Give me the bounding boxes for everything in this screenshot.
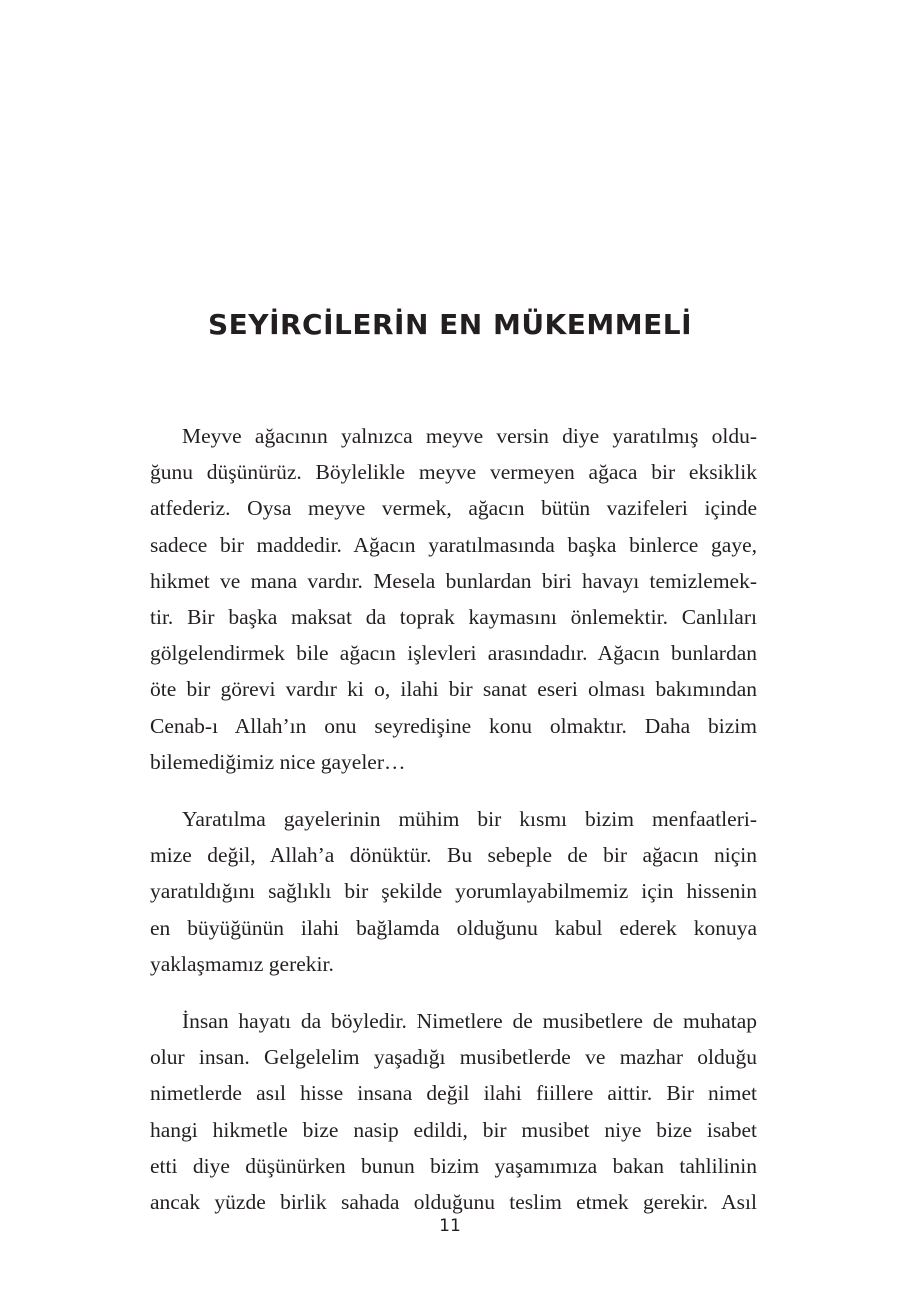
text-line: nimetlerde asıl hisse insana değil ilahi fiillere aittir. Bir nimet [150,1081,757,1106]
text-line: olur insan. Gelgelelim yaşadığı musibetlerde ve mazhar olduğu [150,1045,757,1070]
text-line: bilemediğimiz nice gayeler… [150,749,406,774]
paragraph-1 [150,418,757,780]
text-line: hangi hikmetle bize nasip edildi, bir musibet niye bize isabet [150,1117,757,1142]
text-line: Yaratılma gayelerinin mühim bir kısmı bizim menfaatleri- [182,807,757,832]
text-line: yaratıldığını sağlıklı bir şekilde yorumlayabilmemiz için hissenin [150,879,757,904]
text-line: mize değil, Allah’a dönüktür. Bu sebeple de bir ağacın niçin [150,843,757,868]
text-line: öte bir görevi vardır ki o, ilahi bir sanat eseri olması bakımından [150,677,757,702]
text-line: ğunu düşünürüz. Böylelikle meyve vermeyen ağaca bir eksiklik [150,460,757,485]
paragraph-3 [150,1003,757,1220]
text-line: tir. Bir başka maksat da toprak kaymasını önlemektir. Canlıları [150,605,757,630]
chapter-title: SEYİRCİLERİN EN MÜKEMMELİ [208,308,692,341]
text-line: Meyve ağacının yalnızca meyve versin diye yaratılmış oldu- [182,424,757,448]
page-number: 11 [439,1216,461,1236]
text-line: İnsan hayatı da böyledir. Nimetlere de musibetlere de muhatap [182,1009,757,1034]
paragraph-2 [150,801,757,982]
text-line: hikmet ve mana vardır. Mesela bunlardan biri havayı temizlemek- [150,568,757,593]
text-line: sadece bir maddedir. Ağacın yaratılmasında başka binlerce gaye, [150,532,757,557]
text-line: yaklaşmamız gerekir. [150,951,334,976]
text-line: etti diye düşünürken bunun bizim yaşamımıza bakan tahlilinin [150,1153,757,1178]
text-line: ancak yüzde birlik sahada olduğunu teslim etmek gerekir. Asıl [150,1190,757,1215]
text-line: en büyüğünün ilahi bağlamda olduğunu kabul ederek konuya [150,915,757,940]
text-line: atfederiz. Oysa meyve vermek, ağacın bütün vazifeleri içinde [150,496,757,521]
text-line: gölgelendirmek bile ağacın işlevleri arasındadır. Ağacın bunlardan [150,641,757,666]
text-line: Cenab-ı Allah’ın onu seyredişine konu olmaktır. Daha bizim [150,713,757,738]
body-text [150,418,757,1241]
